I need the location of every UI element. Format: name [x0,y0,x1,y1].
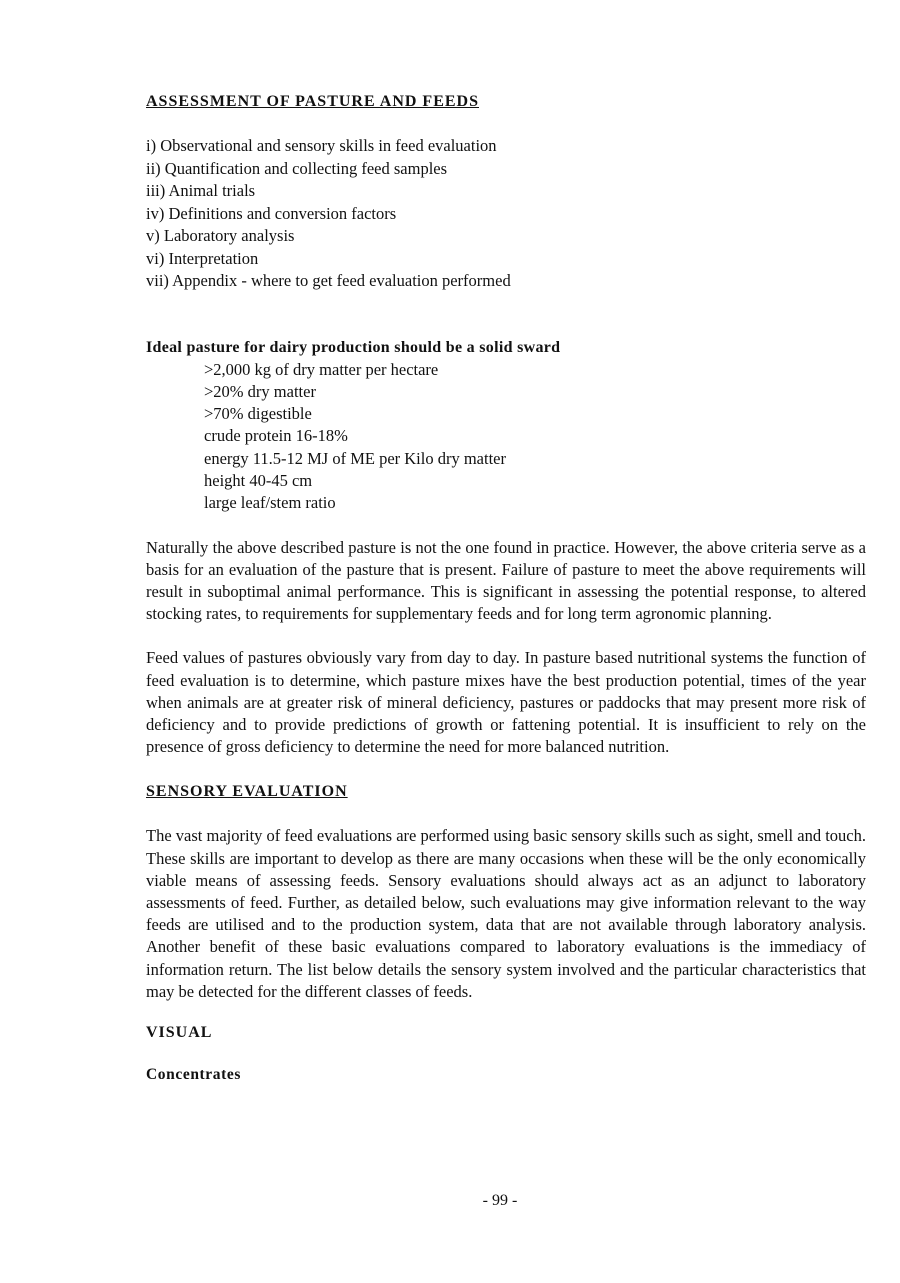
paragraph-pasture-criteria: Naturally the above described pasture is not the one found in practice. However, the above criteria serve as a basis for an evaluation of the pasture that is present. Failure of pasture to meet the above requirements will result in suboptimal animal performance. This is significant in assessing the potential response, to altered stocking rates, to requirements for supplementary feeds and for long term agronomic planning. [146,537,866,624]
contents-item: iii) Animal trials [146,181,256,200]
visual-label: VISUAL [146,1024,213,1042]
paragraph-sensory: The vast majority of feed evaluations are performed using basic sensory skills such as sight, smell and touch. These skills are important to develop as there are many occasions when these will be the only economically viable means of assessing feeds. Sensory evaluations should always act as an adjunct to laboratory assessments of feed. Further, as detailed below, such evaluations may give information relevant to the way feeds are utilised and to the production system, data that are not available through laboratory analysis. Another benefit of these basic evaluations compared to laboratory evaluations is the immediacy of information return. The list below details the sensory system involved and the particular characteristics that may be detected for the different classes of feeds. [146,826,866,1001]
ideal-pasture-item: >70% digestible [204,404,312,424]
page-content [146,92,866,1085]
paragraph-feed-values: Feed values of pastures obviously vary from day to day. In pasture based nutritional systems the function of feed evaluation is to determine, which pasture mixes have the best production potential, times of the year when animals are at greater risk of mineral deficiency, pastures or paddocks that may present more risk of deficiency and to provide predictions of growth or fattening potential. It is insufficient to rely on the presence of gross deficiency to determine the need for more balanced nutrition. [146,648,866,757]
contents-item: vii) Appendix - where to get feed evaluation performed [146,271,511,290]
ideal-pasture-item: >20% dry matter [204,381,316,401]
page-number: - 99 - [482,1192,518,1209]
ideal-pasture-item: >2,000 kg of dry matter per hectare [204,359,439,379]
ideal-pasture-item: crude protein 16-18% [204,426,348,446]
ideal-pasture-title: Ideal pasture for dairy production should be a solid sward [146,338,561,356]
concentrates-label: Concentrates [146,1066,242,1084]
contents-item: vi) Interpretation [146,248,259,268]
contents-item: ii) Quantification and collecting feed samples [146,158,448,178]
contents-item: i) Observational and sensory skills in feed evaluation [146,136,497,155]
ideal-pasture-list [146,359,866,515]
ideal-pasture-item: energy 11.5-12 MJ of ME per Kilo dry matter [204,448,506,468]
contents-list [146,135,866,293]
contents-item: v) Laboratory analysis [146,226,295,245]
section-heading-assessment: ASSESSMENT OF PASTURE AND FEEDS [146,93,479,110]
contents-item: iv) Definitions and conversion factors [146,203,397,223]
ideal-pasture-item: height 40-45 cm [204,470,313,490]
ideal-pasture-item: large leaf/stem ratio [204,493,336,513]
section-heading-sensory: SENSORY EVALUATION [146,783,348,801]
